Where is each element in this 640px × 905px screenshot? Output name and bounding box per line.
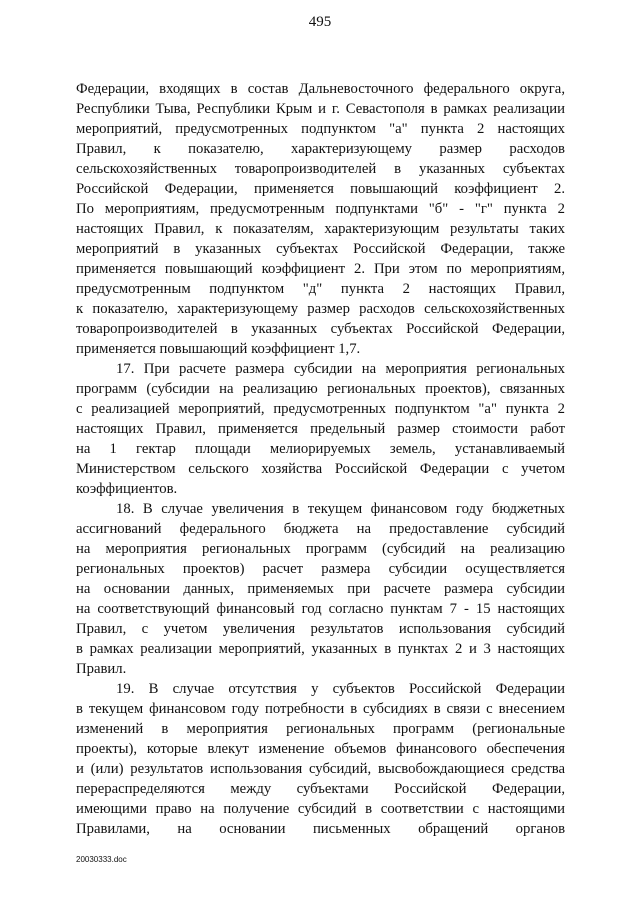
text-line: проекты), которые влекут изменение объемов финансового обеспечения (76, 741, 565, 757)
text-line: на соответствующий финансовый год согласно пунктам 7 - 15 настоящих (76, 601, 565, 617)
text-line: с реализацией мероприятий, предусмотренных подпунктом "а" пункта 2 (76, 401, 565, 417)
text-line: Правил, к показателю, характеризующему размер расходов (76, 141, 565, 157)
text-line: перераспределяются между субъектами Российской Федерации, (76, 781, 565, 797)
text-line: Правилами, на основании письменных обращений органов (76, 821, 565, 837)
text-line: применяется повышающий коэффициент 2. При этом по мероприятиям, (76, 261, 565, 277)
text-line: применяется повышающий коэффициент 1,7. (76, 341, 361, 357)
text-line: на основании данных, применяемых при расчете размера субсидии (76, 581, 565, 597)
text-line: имеющими право на получение субсидий в соответствии с настоящими (76, 801, 565, 817)
text-line: в текущем финансовом году потребности в субсидиях в связи с внесением (76, 701, 565, 717)
text-line: настоящих Правил, к показателям, характеризующим результаты таких (76, 221, 565, 237)
paragraph-18-first-line: 18. В случае увеличения в текущем финансовом году бюджетных (116, 501, 565, 517)
text-line: к показателю, характеризующему размер расходов сельскохозяйственных (76, 301, 565, 317)
footer-filename: 20030333.doc (76, 855, 127, 864)
text-line: коэффициентов. (76, 481, 178, 497)
text-line: Правил, с учетом увеличения результатов использования субсидий (76, 621, 565, 637)
text-line: сельскохозяйственных товаропроизводителей в указанных субъектах (76, 161, 565, 177)
text-line: Российской Федерации, применяется повышающий коэффициент 2. (76, 181, 565, 197)
page-number: 495 (308, 14, 332, 30)
paragraph-17-first-line: 17. При расчете размера субсидии на мероприятия региональных (116, 361, 565, 377)
text-line: мероприятий, предусмотренных подпунктом "а" пункта 2 настоящих (76, 121, 565, 137)
text-line: изменений в мероприятия региональных программ (региональные (76, 721, 565, 737)
text-line: на мероприятия региональных программ (субсидий на реализацию (76, 541, 565, 557)
text-line: настоящих Правил, применяется предельный размер стоимости работ (76, 421, 565, 437)
document-body (76, 79, 565, 839)
text-line: Правил. (76, 661, 127, 677)
text-line: предусмотренным подпунктом "д" пункта 2 настоящих Правил, (76, 281, 565, 297)
text-line: ассигнований федерального бюджета на предоставление субсидий (76, 521, 565, 537)
text-line: региональных проектов) расчет размера субсидии осуществляется (76, 561, 565, 577)
text-line: мероприятий в указанных субъектах Российской Федерации, также (76, 241, 565, 257)
text-line: программ (субсидии на реализацию региональных проектов), связанных (76, 381, 565, 397)
text-line: и (или) результатов использования субсидий, высвобождающиеся средства (76, 761, 565, 777)
text-line: По мероприятиям, предусмотренным подпунктами "б" - "г" пункта 2 (76, 201, 565, 217)
paragraph-19-first-line: 19. В случае отсутствия у субъектов Российской Федерации (116, 681, 565, 697)
text-line: Республики Тыва, Республики Крым и г. Севастополя в рамках реализации (76, 101, 565, 117)
text-line: на 1 гектар площади мелиорируемых земель, устанавливаемый (76, 441, 565, 457)
text-line: Федерации, входящих в состав Дальневосточного федерального округа, (76, 81, 565, 97)
text-line: Министерством сельского хозяйства Российской Федерации с учетом (76, 461, 565, 477)
text-line: в рамках реализации мероприятий, указанных в пунктах 2 и 3 настоящих (76, 641, 565, 657)
text-line: товаропроизводителей в указанных субъектах Российской Федерации, (76, 321, 565, 337)
